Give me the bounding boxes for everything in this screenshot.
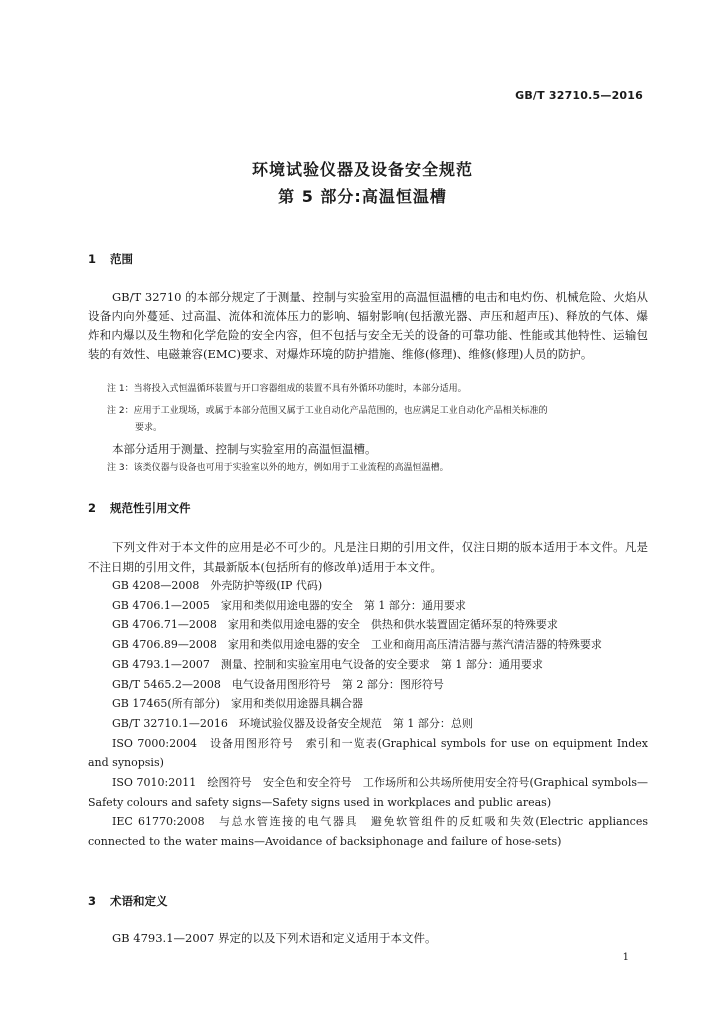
document-subtitle: 第 5 部分:高温恒温槽 (278, 187, 447, 206)
reference-item: GB 4208—2008 外壳防护等级(IP 代码) (112, 579, 323, 592)
note-2 (107, 403, 647, 437)
scope-paragraph: GB/T 32710 的本部分规定了于测量、控制与实验室用的高温恒温槽的电击和电灼伤、机械危险、火焰从设备内向外蔓延、过高温、流体和流体压力的影响、辐射影响(包括激光器、声压和超声压)、释放的气体、爆炸和内爆以及生物和化学危险的安全内容，但不包括与安全无关的设备的可靠功能、性能或其他特性、运输包装的有效性、电磁兼容(EMC)要求、对爆炸环境的防护措施、维修(修理)、维修(修理)人员的防护。 (88, 290, 648, 361)
note-3: 注 3：该类仪器与设备也可用于实验室以外的地方，例如用于工业流程的高温恒温槽。 (107, 463, 449, 473)
reference-item: ISO 7010:2011 绘图符号 安全色和安全符号 工作场所和公共场所使用安全符号(Graphical symbols—Safety colours and safety signs—Safety signs used in workplaces and public areas) (88, 776, 648, 809)
note-2-line-2: 要求。 (135, 423, 163, 433)
reference-item: GB/T 32710.1—2016 环境试验仪器及设备安全规范 第 1 部分：总则 (112, 716, 473, 730)
section-number: 3 (88, 894, 97, 908)
reference-item: GB 4793.1—2007 测量、控制和实验室用电气设备的安全要求 第 1 部分：通用要求 (112, 657, 543, 671)
page-number: 1 (622, 952, 629, 963)
reference-item: IEC 61770:2008 与总水管连接的电气器具 避免软管组件的反虹吸和失效(Electric appliances connected to the water mains—Avoidance of backsiphonage and failure of hose-sets) (88, 815, 648, 849)
applicability-paragraph: 本部分适用于测量、控制与实验室用的高温恒温槽。 (112, 442, 377, 456)
terms-paragraph: GB 4793.1—2007 界定的以及下列术语和定义适用于本文件。 (112, 931, 437, 945)
section-2-heading (88, 500, 191, 516)
standard-code: GB/T 32710.5—2016 (515, 89, 643, 102)
section-title: 术语和定义 (110, 894, 168, 908)
document-title: 环境试验仪器及设备安全规范 (251, 160, 473, 179)
note-1: 注 1：当将投入式恒温循环装置与开口容器组成的装置不具有外循环功能时，本部分适用。 (107, 384, 467, 394)
section-3-heading (88, 893, 168, 909)
note-2-line-1: 注 2：应用于工业现场，或属于本部分范围又属于工业自动化产品范围的，也应满足工业自动化产品相关标准的 (107, 406, 548, 416)
section-number: 1 (88, 252, 97, 266)
section-number: 2 (88, 501, 97, 515)
reference-item: GB 17465(所有部分) 家用和类似用途器具耦合器 (112, 697, 363, 711)
reference-list (88, 576, 648, 852)
section-1-heading (88, 251, 133, 267)
normative-intro-paragraph: 下列文件对于本文件的应用是必不可少的。凡是注日期的引用文件，仅注日期的版本适用于本文件。凡是不注日期的引用文件，其最新版本(包括所有的修改单)适用于本文件。 (88, 540, 648, 574)
reference-item: ISO 7000:2004 设备用图形符号 索引和一览表(Graphical symbols for use on equipment Index and synopsis) (88, 736, 648, 770)
section-title: 规范性引用文件 (110, 501, 191, 515)
reference-item: GB/T 5465.2—2008 电气设备用图形符号 第 2 部分：图形符号 (112, 677, 444, 691)
reference-item: GB 4706.89—2008 家用和类似用途电器的安全 工业和商用高压清洁器与蒸汽清洁器的特殊要求 (112, 638, 602, 652)
reference-item: GB 4706.71—2008 家用和类似用途电器的安全 供热和供水装置固定循环泵的特殊要求 (112, 618, 558, 632)
section-title: 范围 (110, 252, 133, 266)
reference-item: GB 4706.1—2005 家用和类似用途电器的安全 第 1 部分：通用要求 (112, 598, 466, 612)
